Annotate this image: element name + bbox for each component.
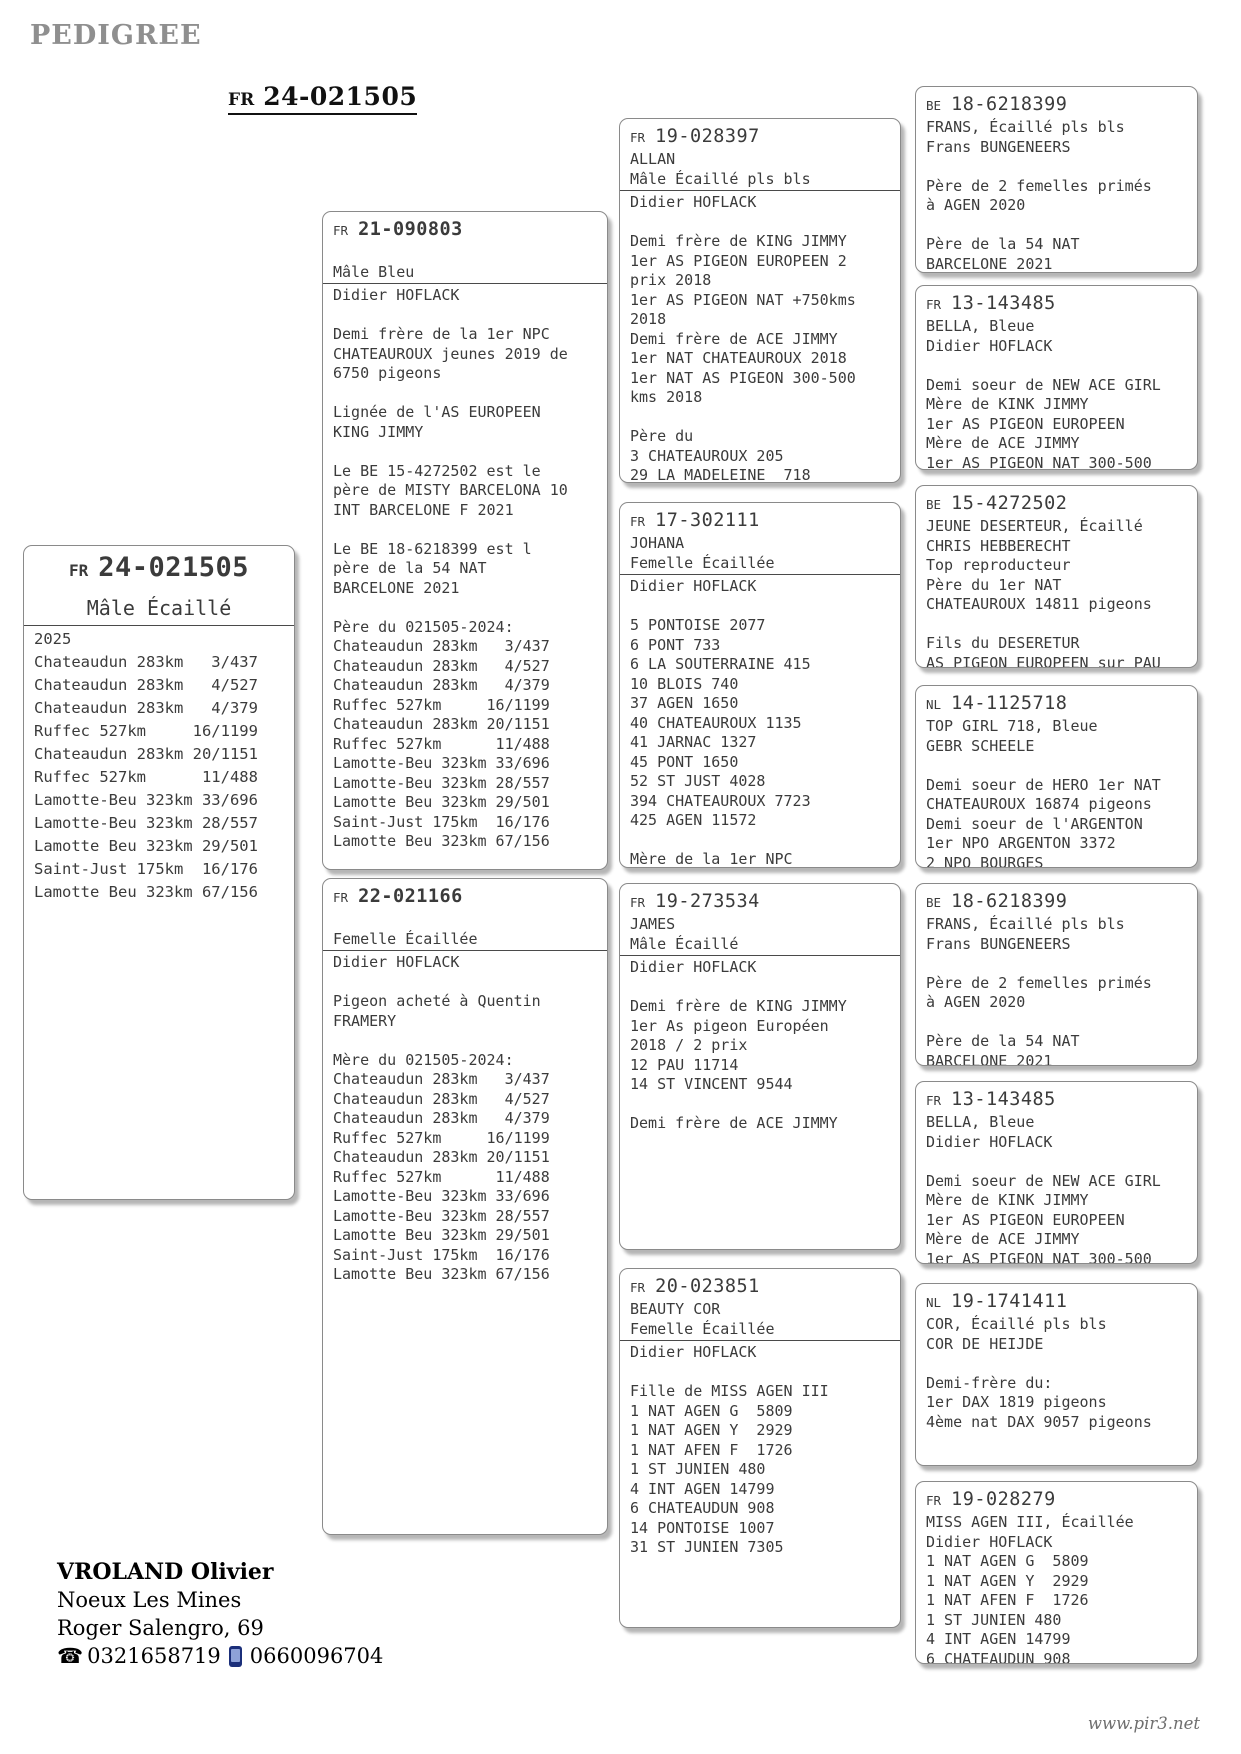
text-line	[630, 597, 890, 617]
country-code: FR	[630, 895, 646, 910]
pedigree-box-grandsire-allan	[619, 118, 901, 483]
text-line: Didier HOFLACK	[926, 1132, 1053, 1151]
text-line: Chateaudun 283km 20/1151	[333, 715, 550, 733]
text-line: 31 ST JUNIEN 7305	[630, 1538, 784, 1556]
text-line: Mère de ACE JIMMY	[926, 434, 1080, 452]
text-line	[926, 1354, 1187, 1374]
pedigree-box-ggparent-frans-2	[915, 883, 1198, 1066]
text-line: 1er DAX 1819 pigeons	[926, 1393, 1107, 1411]
text-line	[630, 978, 890, 998]
text-line: Mâle Bleu	[333, 262, 415, 281]
text-line: JOHANA	[630, 534, 685, 552]
text-line: 1 NAT AFEN F 1726	[630, 1440, 793, 1459]
ring-number-row	[926, 890, 1187, 915]
text-line: Lamotte-Beu 323km 28/557	[34, 814, 258, 832]
text-line: 6 LA SOUTERRAINE 415	[630, 655, 811, 673]
ring-number-row	[926, 692, 1187, 717]
text-line: Père du	[630, 427, 694, 445]
text-line: COR, Écaillé pls bls	[926, 1315, 1107, 1333]
ring-number: 18-6218399	[951, 94, 1068, 115]
text-line: prix 2018	[630, 271, 712, 289]
text-line: FRANS, Écaillé pls bls	[926, 118, 1125, 136]
country-code: FR	[926, 1493, 942, 1508]
text-line	[926, 157, 1187, 177]
text-line: 425 AGEN 11572	[630, 811, 757, 829]
ring-number-row	[926, 1088, 1187, 1113]
text-line: 1 ST JUNIEN 480	[926, 1610, 1062, 1629]
text-line: Mère de KINK JIMMY	[926, 395, 1089, 413]
text-line: Père du 1er NAT	[926, 575, 1062, 594]
text-line: 6 CHATEAUDUN 908	[630, 1499, 775, 1517]
pedigree-box-ggparent-bella-1	[915, 285, 1198, 470]
text-line: Lamotte Beu 323km 67/156	[34, 883, 258, 901]
website-url: www.pir3.net	[1087, 1714, 1200, 1733]
text-line: 1 NAT AGEN G 5809	[926, 1552, 1089, 1570]
text-line: Chateaudun 283km 20/1151	[333, 1148, 550, 1166]
owner-address-line1: Noeux Les Mines	[57, 1588, 242, 1612]
divider-line	[620, 955, 900, 956]
text-line: 394 CHATEAUROUX 7723	[630, 791, 811, 810]
pedigree-box-ggparent-top-girl	[915, 685, 1198, 868]
text-line: Père du 021505-2024:	[333, 617, 514, 636]
ring-number-row	[630, 125, 890, 150]
text-line: Saint-Just 175km 16/176	[333, 1245, 550, 1264]
text-line: Chateaudun 283km 3/437	[333, 1070, 550, 1088]
text-line: 1 NAT AGEN Y 2929	[630, 1421, 793, 1439]
ring-number: 19-1741411	[951, 1291, 1068, 1312]
pedigree-box-dam	[322, 878, 608, 1535]
ring-number: 19-028279	[951, 1489, 1056, 1510]
text-line: Chateaudun 283km 4/527	[333, 656, 550, 675]
text-line	[333, 384, 597, 404]
text-line: CHATEAUROUX jeunes 2019 de	[333, 344, 568, 363]
text-line: Mère de ACE JIMMY	[926, 1230, 1080, 1248]
text-line: BEAUTY COR	[630, 1300, 721, 1318]
text-line: JEUNE DESERTEUR, Écaillé	[926, 517, 1143, 535]
text-line: INT BARCELONE F 2021	[333, 500, 514, 519]
text-line: 2 NPO BOURGES	[926, 853, 1044, 868]
text-line: Lamotte Beu 323km 29/501	[333, 793, 550, 811]
text-line: Lamotte Beu 323km 67/156	[333, 832, 550, 850]
text-line: Didier HOFLACK	[630, 1343, 757, 1361]
text-line: Frans BUNGENEERS	[926, 137, 1071, 156]
pedigree-box-ggparent-frans-1	[915, 86, 1198, 273]
ring-number-row	[926, 292, 1187, 317]
owner-name: VROLAND Olivier	[57, 1559, 274, 1585]
text-line: 52 ST JUST 4028	[630, 772, 766, 790]
text-line: TOP GIRL 718, Bleue	[926, 717, 1098, 735]
text-line: Chateaudun 283km 3/437	[333, 637, 550, 655]
text-line	[333, 520, 597, 540]
text-line: 1 NAT AGEN Y 2929	[926, 1571, 1089, 1590]
text-line: Fils du DESERETUR	[926, 634, 1080, 652]
country-code: BE	[926, 98, 942, 113]
text-line: Didier HOFLACK	[333, 286, 460, 304]
ring-number: 20-023851	[655, 1276, 760, 1297]
divider-line	[323, 950, 607, 951]
text-line: Le BE 18-6218399 est l	[333, 539, 532, 558]
text-line: Ruffec 527km 16/1199	[333, 695, 550, 714]
text-line: à AGEN 2020	[926, 993, 1026, 1011]
text-line: Mère de la 1er NPC	[630, 850, 793, 868]
country-code: BE	[926, 497, 942, 512]
country-code: FR	[333, 890, 349, 905]
text-line: Didier HOFLACK	[630, 193, 757, 211]
ring-number: 19-273534	[655, 891, 760, 912]
text-line: CHATEAUROUX 14811 pigeons	[926, 595, 1152, 613]
country-code: NL	[926, 697, 942, 712]
text-line: à AGEN 2020	[926, 196, 1026, 214]
text-line	[926, 1152, 1187, 1172]
ring-number: 13-143485	[951, 1089, 1056, 1110]
text-line: 1 NAT AGEN G 5809	[630, 1401, 793, 1420]
divider-line	[323, 283, 607, 284]
text-line	[333, 598, 597, 618]
text-line: Femelle Écaillée	[333, 929, 478, 948]
ring-number-row	[926, 1488, 1187, 1513]
text-line	[926, 216, 1187, 236]
text-line: Père de 2 femelles primés	[926, 176, 1152, 195]
text-line: 10 BLOIS 740	[630, 674, 739, 693]
text-line: AS PIGEON EUROPEEN sur PAU	[926, 653, 1161, 668]
text-line: Chateaudun 283km 20/1151	[34, 745, 258, 763]
text-line: BELLA, Bleue	[926, 1113, 1035, 1131]
text-line: Frans BUNGENEERS	[926, 934, 1071, 953]
text-line: 45 PONT 1650	[630, 752, 739, 771]
text-line: Le BE 15-4272502 est le	[333, 461, 541, 480]
text-line: 5 PONTOISE 2077	[630, 616, 766, 634]
country-code: BE	[926, 895, 942, 910]
text-line: 2018	[630, 310, 667, 328]
text-line: JAMES	[630, 915, 676, 933]
page-title: PEDIGREE	[30, 20, 202, 51]
text-line: Didier HOFLACK	[926, 336, 1053, 355]
text-line: kms 2018	[630, 388, 703, 406]
text-line: Pigeon acheté à Quentin	[333, 992, 541, 1010]
text-line: père de MISTY BARCELONA 10	[333, 481, 568, 499]
subject-ring-heading	[228, 82, 417, 115]
text-line: 12 PAU 11714	[630, 1055, 739, 1074]
text-line: Lamotte-Beu 323km 28/557	[333, 1206, 550, 1225]
text-line: Femelle Écaillée	[630, 1319, 775, 1338]
text-line: 1er AS PIGEON NAT 300-500	[926, 1249, 1152, 1264]
text-line: 1er AS PIGEON NAT +750kms	[630, 290, 856, 309]
text-line: 14 ST VINCENT 9544	[630, 1075, 793, 1093]
text-line	[926, 615, 1187, 635]
ring-number: 15-4272502	[951, 493, 1068, 514]
text-line: Lamotte Beu 323km 29/501	[333, 1226, 550, 1244]
text-line: Père de la 54 NAT	[926, 235, 1080, 253]
divider-line	[24, 625, 294, 626]
text-line	[926, 1013, 1187, 1033]
ring-number-row	[630, 1275, 890, 1300]
text-line: Ruffec 527km 11/488	[34, 768, 258, 786]
text-line: Mère de KINK JIMMY	[926, 1191, 1089, 1209]
text-line: Chateaudun 283km 3/437	[34, 653, 258, 671]
ring-number: 22-021166	[358, 886, 463, 907]
text-line: Chateaudun 283km 4/379	[333, 1109, 550, 1127]
text-line: BARCELONE 2021	[926, 254, 1053, 273]
text-line	[630, 213, 890, 233]
country-code: FR	[333, 223, 349, 238]
text-line: BARCELONE 2021	[333, 578, 460, 597]
ring-number: 21-090803	[358, 219, 463, 240]
text-line: KING JIMMY	[333, 422, 424, 441]
country-code: FR	[68, 561, 89, 580]
ring-number: 19-028397	[655, 126, 760, 147]
text-line: Lamotte-Beu 323km 33/696	[333, 1187, 550, 1205]
text-line: Demi soeur de NEW ACE GIRL	[926, 1171, 1161, 1190]
text-line: Demi frère de KING JIMMY	[630, 997, 847, 1015]
text-line: 1er NPO ARGENTON 3372	[926, 834, 1116, 852]
mobile-number: 0660096704	[249, 1644, 384, 1668]
text-line: père de la 54 NAT	[333, 559, 487, 577]
text-line: Didier HOFLACK	[926, 1532, 1053, 1551]
text-line: CHATEAUROUX 16874 pigeons	[926, 795, 1152, 813]
text-line: ALLAN	[630, 150, 676, 168]
text-line	[333, 910, 597, 930]
pedigree-box-ggparent-jeune-deserteur	[915, 485, 1198, 668]
text-line: Lamotte-Beu 323km 33/696	[34, 791, 258, 809]
ring-number: 24-021505	[98, 552, 250, 583]
owner-address-line2: Roger Salengro, 69	[57, 1616, 264, 1640]
ring-number: 18-6218399	[951, 891, 1068, 912]
text-line: 14 PONTOISE 1007	[630, 1518, 775, 1537]
text-line	[333, 306, 597, 326]
ring-number-row	[926, 492, 1187, 517]
ring-number: 13-143485	[951, 293, 1056, 314]
owner-contact-block	[57, 1558, 383, 1670]
landline-phone-icon: ☎	[57, 1643, 84, 1668]
text-line: Demi soeur de NEW ACE GIRL	[926, 375, 1161, 394]
text-line: 1er AS PIGEON EUROPEEN 2	[630, 251, 847, 270]
text-line: Fille de MISS AGEN III	[630, 1382, 829, 1400]
text-line: Demi-frère du:	[926, 1373, 1053, 1392]
text-line: 6 CHATEAUDUN 908	[926, 1649, 1071, 1664]
pedigree-box-sire	[322, 211, 608, 870]
text-line: Mâle Écaillé	[630, 934, 739, 953]
divider-line	[620, 574, 900, 575]
text-line: Femelle Écaillée	[630, 553, 775, 572]
text-line: Top reproducteur	[926, 556, 1071, 574]
text-line: MISS AGEN III, Écaillée	[926, 1513, 1134, 1531]
text-line: Père de la 54 NAT	[926, 1032, 1080, 1050]
country-code: FR	[926, 1093, 942, 1108]
ring-number: 24-021505	[263, 82, 418, 111]
text-line: 1 NAT AFEN F 1726	[926, 1591, 1089, 1609]
text-line: 40 CHATEAUROUX 1135	[630, 713, 802, 732]
text-line: Mâle Écaillé pls bls	[630, 169, 811, 188]
text-line: FRANS, Écaillé pls bls	[926, 915, 1125, 933]
pedigree-box-subject	[23, 545, 295, 1200]
text-line	[630, 1363, 890, 1383]
ring-number: 14-1125718	[951, 693, 1068, 714]
text-line: 4ème nat DAX 9057 pigeons	[926, 1412, 1152, 1431]
pedigree-box-ggparent-miss-agen	[915, 1481, 1198, 1664]
phone-number: 0321658719	[87, 1644, 221, 1668]
text-line	[630, 831, 890, 851]
text-line	[630, 408, 890, 428]
text-line: Lamotte Beu 323km 29/501	[34, 837, 258, 855]
text-line	[630, 1095, 890, 1115]
ring-number-row	[630, 890, 890, 915]
text-line: Mâle Écaillé	[86, 596, 232, 620]
text-line: 1er AS PIGEON EUROPEEN	[926, 414, 1125, 433]
text-line: Saint-Just 175km 16/176	[34, 860, 258, 878]
text-line: 1er AS PIGEON EUROPEEN	[926, 1210, 1125, 1229]
text-line: Demi frère de KING JIMMY	[630, 232, 847, 250]
text-line: Demi soeur de HERO 1er NAT	[926, 775, 1161, 794]
text-line: Demi frère de ACE JIMMY	[630, 329, 838, 348]
text-line: Chateaudun 283km 4/379	[34, 699, 258, 717]
country-code: FR	[926, 297, 942, 312]
text-line: 4 INT AGEN 14799	[630, 1479, 775, 1498]
text-line: Saint-Just 175km 16/176	[333, 812, 550, 831]
text-line: Demi frère de la 1er NPC	[333, 325, 550, 343]
text-line: Lamotte-Beu 323km 28/557	[333, 773, 550, 792]
text-line: Didier HOFLACK	[630, 958, 757, 976]
text-line: BELLA, Bleue	[926, 317, 1035, 335]
text-line	[926, 356, 1187, 376]
text-line: Chateaudun 283km 4/379	[333, 676, 550, 694]
country-code: FR	[630, 130, 646, 145]
text-line: 1 ST JUNIEN 480	[630, 1460, 766, 1478]
text-line: Chateaudun 283km 4/527	[333, 1089, 550, 1108]
text-line: Ruffec 527km 11/488	[333, 734, 550, 753]
divider-line	[620, 1340, 900, 1341]
ring-number-row	[333, 885, 597, 910]
text-line: 29 LA MADELEINE 718	[630, 466, 811, 483]
text-line: 1er As pigeon Européen	[630, 1016, 829, 1035]
text-line	[926, 954, 1187, 974]
text-line: 6 PONT 733	[630, 635, 721, 654]
mobile-phone-icon	[229, 1646, 242, 1667]
country-code: FR	[228, 90, 255, 110]
text-line: Ruffec 527km 11/488	[333, 1167, 550, 1186]
text-line: Père de 2 femelles primés	[926, 973, 1152, 992]
text-line: Didier HOFLACK	[630, 577, 757, 595]
pedigree-box-ggparent-bella-2	[915, 1081, 1198, 1264]
text-line: 6750 pigeons	[333, 364, 442, 382]
text-line: 4 INT AGEN 14799	[926, 1630, 1071, 1648]
pedigree-box-granddam-johana	[619, 502, 901, 868]
ring-number-row	[630, 509, 890, 534]
text-line	[333, 442, 597, 462]
text-line: 1er NAT AS PIGEON 300-500	[630, 368, 856, 387]
country-code: NL	[926, 1295, 942, 1310]
text-line: 1er AS PIGEON NAT 300-500	[926, 453, 1152, 470]
text-line: Demi frère de ACE JIMMY	[630, 1114, 838, 1132]
text-line: Didier HOFLACK	[333, 953, 460, 971]
text-line: Demi soeur de l'ARGENTON	[926, 814, 1143, 833]
ring-number: 17-302111	[655, 510, 760, 531]
ring-number-row	[333, 218, 597, 243]
text-line: 2018 / 2 prix	[630, 1036, 748, 1054]
text-line: BARCELONE 2021	[926, 1051, 1053, 1066]
text-line: Mère du 021505-2024:	[333, 1050, 514, 1069]
text-line: 2025	[34, 630, 72, 648]
text-line: Ruffec 527km 16/1199	[333, 1128, 550, 1147]
text-line	[926, 756, 1187, 776]
pedigree-box-ggparent-cor	[915, 1283, 1198, 1466]
text-line: CHRIS HEBBERECHT	[926, 536, 1071, 555]
text-line: Lamotte Beu 323km 67/156	[333, 1265, 550, 1283]
pedigree-box-granddam-beauty	[619, 1268, 901, 1628]
text-line: Chateaudun 283km 4/527	[34, 676, 258, 694]
text-line	[333, 243, 597, 263]
text-line	[333, 973, 597, 993]
text-line: 1er NAT CHATEAUROUX 2018	[630, 349, 847, 367]
text-line: Ruffec 527km 16/1199	[34, 722, 258, 740]
text-line: 3 CHATEAUROUX 205	[630, 446, 784, 465]
text-line: COR DE HEIJDE	[926, 1334, 1044, 1353]
ring-number-row	[926, 93, 1187, 118]
divider-line	[620, 190, 900, 191]
text-line: 41 JARNAC 1327	[630, 733, 757, 751]
owner-phones	[57, 1642, 383, 1670]
text-line: FRAMERY	[333, 1011, 397, 1030]
pedigree-box-grandsire-james	[619, 883, 901, 1250]
ring-number-row	[926, 1290, 1187, 1315]
text-line: Lignée de l'AS EUROPEEN	[333, 403, 541, 421]
country-code: FR	[630, 1280, 646, 1295]
text-line: 37 AGEN 1650	[630, 694, 739, 712]
text-line: Lamotte-Beu 323km 33/696	[333, 754, 550, 772]
text-line	[333, 1031, 597, 1051]
country-code: FR	[630, 514, 646, 529]
ring-number-row	[34, 552, 284, 583]
text-line: GEBR SCHEELE	[926, 736, 1035, 755]
